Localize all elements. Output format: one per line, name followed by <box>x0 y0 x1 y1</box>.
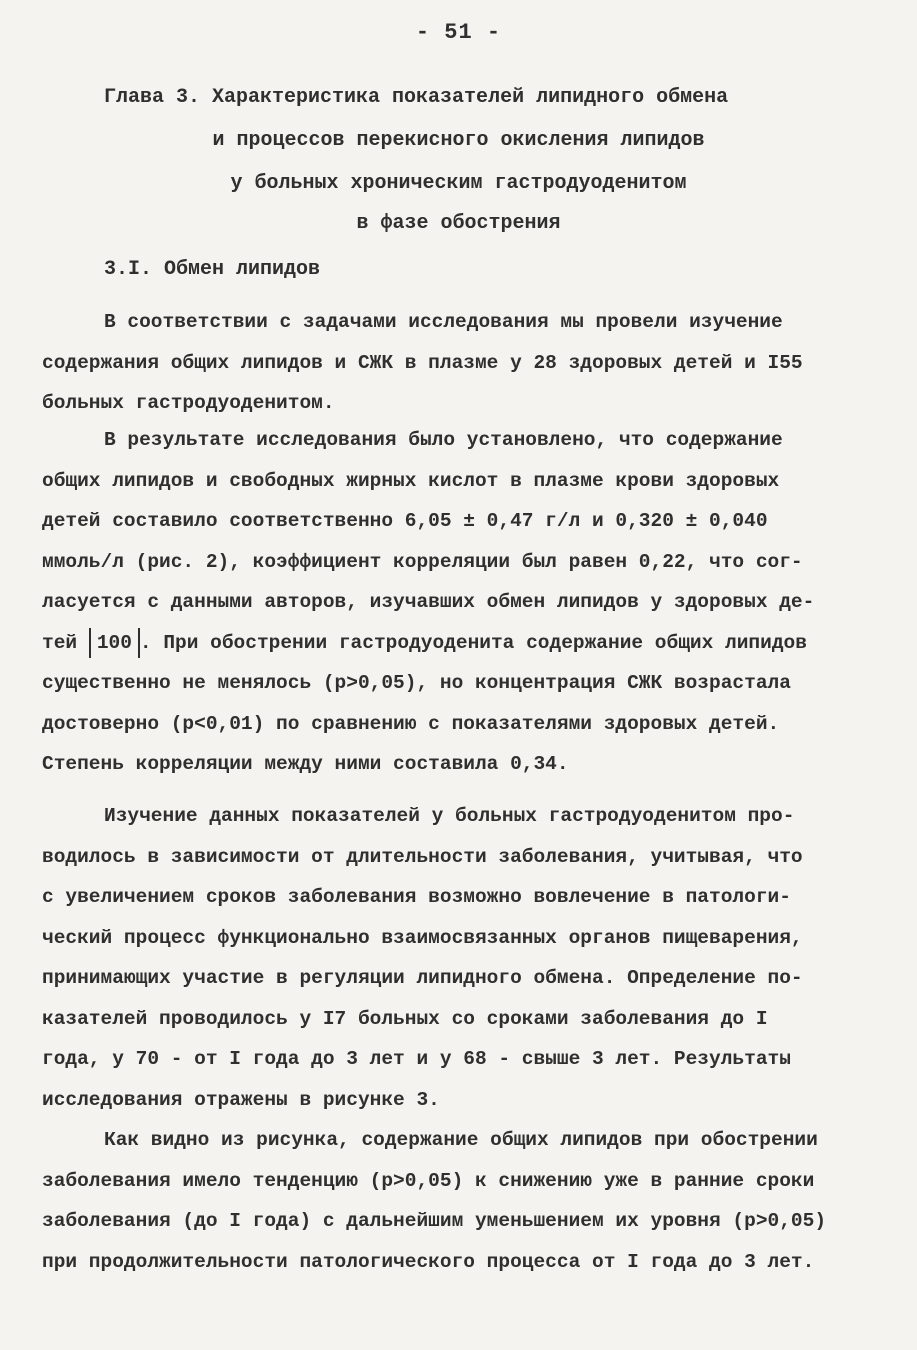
paragraph-line: ммоль/л (рис. 2), коэффициент корреляции был равен 0,22, что сог- <box>42 550 803 573</box>
page-number: - 51 - <box>415 20 502 45</box>
paragraph-line: детей составило соответственно 6,05 ± 0,47 г/л и 0,320 ± 0,040 <box>42 510 768 532</box>
paragraph-4 <box>42 1120 877 1282</box>
paragraph-line: Как видно из рисунка, содержание общих липидов при обострении <box>104 1129 818 1151</box>
paragraph-line: заболевания (до I года) с дальнейшим уменьшением их уровня (р>0,05) <box>42 1210 827 1232</box>
paragraph-line: с увеличением сроков заболевания возможно вовлечение в патологи- <box>42 886 791 908</box>
paragraph-2 <box>42 420 877 785</box>
reference-suffix: . При обострении гастродуоденита содержание общих липидов <box>139 631 807 654</box>
citation-reference: 100 <box>89 628 140 658</box>
reference-prefix: тей <box>42 631 78 654</box>
paragraph-line: В соответствии с задачами исследования мы провели изучение <box>104 311 783 333</box>
paragraph-line: Изучение данных показателей у больных гастродуоденитом про- <box>104 805 795 827</box>
paragraph-line: общих липидов и свободных жирных кислот в плазме крови здоровых <box>42 469 780 492</box>
paragraph-line: ласуется с данными авторов, изучавших обмен липидов у здоровых де- <box>42 591 815 613</box>
paragraph-line: больных гастродуоденитом. <box>42 392 335 414</box>
chapter-title-line-1: Глава 3. Характеристика показателей липидного обмена <box>104 86 729 109</box>
paragraph-line: казателей проводилось у I7 больных со сроками заболевания до I <box>42 1007 768 1030</box>
chapter-title-line-2: и процессов перекисного окисления липидов <box>212 129 705 152</box>
paragraph-line: водилось в зависимости от длительности заболевания, учитывая, что <box>42 845 803 868</box>
paragraph-line: ческий процесс функционально взаимосвязанных органов пищеварения, <box>42 926 803 949</box>
section-title: 3.I. Обмен липидов <box>104 258 321 281</box>
paragraph-line: достоверно (р<0,01) по сравнению с показателями здоровых детей. <box>42 712 780 735</box>
paragraph-line: принимающих участие в регуляции липидного обмена. Определение по- <box>42 967 803 989</box>
paragraph-1 <box>42 302 877 424</box>
paragraph-line: В результате исследования было установлено, что содержание <box>104 429 783 451</box>
paragraph-line-with-reference <box>42 623 877 664</box>
paragraph-line: заболевания имело тенденцию (р>0,05) к снижению уже в ранние сроки <box>42 1169 815 1192</box>
paragraph-line: содержания общих липидов и СЖК в плазме у 28 здоровых детей и I55 <box>42 351 803 374</box>
paragraph-line: при продолжительности патологического процесса от I года до 3 лет. <box>42 1250 815 1273</box>
paragraph-line: существенно не менялось (р>0,05), но концентрация СЖК возрастала <box>42 672 791 694</box>
chapter-title-line-4: в фазе обострения <box>356 212 561 235</box>
paragraph-line: года, у 70 - от I года до 3 лет и у 68 - свыше 3 лет. Результаты <box>42 1048 791 1070</box>
paragraph-line: Степень корреляции между ними составила 0,34. <box>42 753 569 775</box>
paragraph-3 <box>42 796 877 1120</box>
paragraph-line: исследования отражены в рисунке 3. <box>42 1088 440 1111</box>
chapter-title-line-3: у больных хроническим гастродуоденитом <box>230 172 687 195</box>
